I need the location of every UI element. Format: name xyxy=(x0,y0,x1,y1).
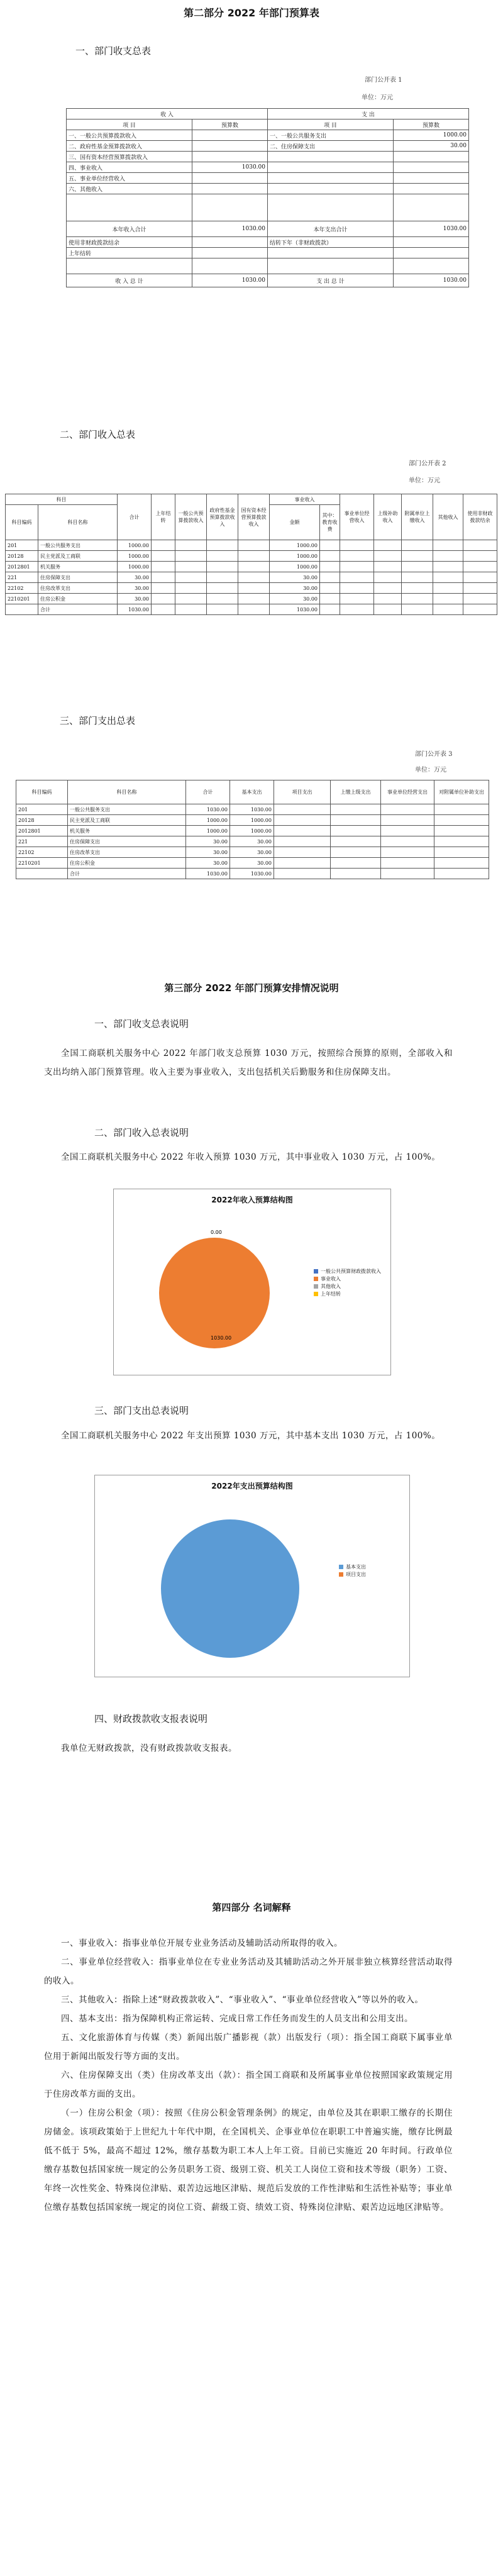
glossary-item: 六、住房保障支出（类）住房改革支出（款）：指全国工商联和及所属事业单位按照国家政策规定用于住房改革方面的支出。 xyxy=(44,2070,453,2099)
legend-item xyxy=(339,1563,366,1571)
table-row: 20128 民主党派及工商联 1000.00 1000.00 xyxy=(6,551,497,562)
part2-title: 第二部分 2022 年部门预算表 xyxy=(184,7,319,19)
section-expense-title: 三、部门支出总表 xyxy=(60,715,136,726)
legend-label: 事业收入 xyxy=(321,1276,341,1282)
income-header: 收 入 xyxy=(67,109,268,119)
table-row xyxy=(67,194,469,221)
table-row: 合计 1030.00 1030.00 xyxy=(6,604,497,615)
expense-chart-legend xyxy=(339,1563,366,1579)
table2-unit: 单位：万元 xyxy=(409,477,440,484)
table-row: 2210201 住房公积金 30.00 30.00 xyxy=(6,594,497,604)
expense-item-header: 项 目 xyxy=(268,119,394,130)
glossary-item: 五、文化旅游体育与传媒（类）新闻出版广播影视（款）出版发行（项）：指全国工商联下属事业单位用于新闻出版发行等方面的支出。 xyxy=(44,2033,453,2062)
table-row xyxy=(67,258,469,274)
legend-label: 其他收入 xyxy=(321,1284,341,1289)
part4-title: 第四部分 名词解释 xyxy=(212,1902,291,1913)
part3-s3-title: 三、部门支出总表说明 xyxy=(94,1405,189,1416)
pie-data-label: 0.00 xyxy=(211,1230,222,1235)
legend-item xyxy=(339,1571,366,1579)
legend-swatch xyxy=(339,1572,343,1577)
expense-header: 支 出 xyxy=(268,109,469,119)
income-item-header: 项 目 xyxy=(67,119,192,130)
table-row: 一、一般公共预算拨款收入 一、一般公共服务支出 1000.00 xyxy=(67,130,469,141)
legend-swatch xyxy=(314,1292,318,1296)
table-row: 收 入 总 计 1030.00 支 出 总 计 1030.00 xyxy=(67,274,469,287)
table-row: 2012801 机关服务 1000.00 1000.00 xyxy=(6,562,497,572)
table-row: 六、其他收入 xyxy=(67,184,469,194)
part3-s1-text: 全国工商联机关服务中心 2022 年部门收支总预算 1030 万元，按照综合预算的原则，全部收入和支出均纳入部门预算管理。收入主要为事业收入，支出包括机关后勤服务和住房保障支出。 xyxy=(44,1048,453,1077)
part3-s4-text: 我单位无财政拨款，没有财政拨款收支报表。 xyxy=(61,1743,237,1753)
legend-item xyxy=(314,1283,381,1291)
table2-number: 部门公开表 2 xyxy=(409,460,446,467)
expense-budget-header: 预算数 xyxy=(394,119,469,130)
income-structure-chart xyxy=(113,1189,391,1375)
legend-swatch xyxy=(314,1269,318,1274)
table-row: 五、事业单位经营收入 xyxy=(67,173,469,184)
legend-item xyxy=(314,1291,381,1298)
table-row: 201 一般公共服务支出 1000.00 1000.00 xyxy=(6,540,497,551)
table-row: 四、事业收入 1030.00 xyxy=(67,162,469,173)
legend-label: 上年结转 xyxy=(321,1291,341,1297)
table-row: 使用非财政拨款结余 结转下年（非财政拨款） xyxy=(67,237,469,248)
table-row: 合计 1030.00 1030.00 xyxy=(16,869,489,879)
legend-swatch xyxy=(339,1565,343,1569)
expense-structure-chart xyxy=(94,1475,410,1677)
glossary-item: 四、基本支出：指为保障机构正常运转、完成日常工作任务而发生的人员支出和公用支出。 xyxy=(61,2014,413,2024)
legend-item xyxy=(314,1268,381,1275)
glossary-item: 一、事业收入：指事业单位开展专业业务活动及辅助活动所取得的收入。 xyxy=(61,1938,343,1948)
table-row: 20128 民主党派及工商联 1000.00 1000.00 xyxy=(16,815,489,826)
legend-label: 一般公共预算财政拨款收入 xyxy=(321,1269,381,1274)
income-expense-table xyxy=(66,108,469,287)
section-income-expense-title: 一、部门收支总表 xyxy=(75,45,152,57)
table-row: 二、政府性基金预算拨款收入 二、住房保障支出 30.00 xyxy=(67,141,469,152)
table-row: 221 住房保障支出 30.00 30.00 xyxy=(16,836,489,847)
glossary-item: （一）住房公积金（项）：按照《住房公积金管理条例》的规定，由单位及其在职职工缴存的长期住房储金。该项政策始于上世纪九十年代中期，在全国机关、企事业单位在职职工中普遍实施，缴存比例最低不低于 5%，最高不超过 12%，缴存基数为职工本人上年工资。目前已实施近 20 年时间。行政单位缴存基数包括国家统一规定的公务员职务工资、级别工资、机关工人岗位工资和技术等级（职务）工资、年终一次性奖金、特殊岗位津贴、艰苦边远地区津贴、规范后发放的工作性津贴和生活性补贴等；事业单位缴存基数包括国家统一规定的岗位工资、薪级工资、绩效工资、特殊岗位津贴、艰苦边远地区津贴等。 xyxy=(44,2108,453,2212)
legend-label: 项目支出 xyxy=(346,1572,366,1577)
income-summary-table: 科目 合计 上年结转 一般公共预算拨款收入 政府性基金预算拨款收入 国有资本经营预算拨款收入 事业收入 事业单位经营收入 上级补助收入 附属单位上缴收入 其他收入 使用非财政拨款结余 科目编码 科目名称 金额 其中：教育收费 201 一般公共服务支出 1000.00 1000.00 20128 民主党派及工商联 1000.00 1000.00 2012801 机关服务 1000.00 1000.00 221 住房保障支出 30.00 30.00 22102 住房改革支出 30.00 30.00 2210201 住房公积金 30.00 30.00 合计 1030.00 1030.00 xyxy=(5,494,497,615)
legend-label: 基本支出 xyxy=(346,1564,366,1570)
legend-item xyxy=(314,1275,381,1283)
table1-unit: 单位：万元 xyxy=(362,94,393,101)
table-row: 2210201 住房公积金 30.00 30.00 xyxy=(16,858,489,869)
income-budget-header: 预算数 xyxy=(192,119,268,130)
expense-chart-title: 2022年支出预算结构图 xyxy=(211,1482,293,1491)
legend-swatch xyxy=(314,1284,318,1289)
table3-unit: 单位：万元 xyxy=(415,767,446,774)
table-row: 三、国有资本经营预算拨款收入 xyxy=(67,152,469,162)
table3-number: 部门公开表 3 xyxy=(415,751,453,758)
part3-s2-text: 全国工商联机关服务中心 2022 年收入预算 1030 万元，其中事业收入 1030 万元，占 100%。 xyxy=(61,1152,441,1162)
part3-s1-title: 一、部门收支总表说明 xyxy=(94,1018,189,1030)
income-chart-title: 2022年收入预算结构图 xyxy=(211,1196,293,1204)
income-chart-legend xyxy=(314,1268,381,1298)
glossary xyxy=(44,1934,453,2217)
glossary-item: 二、事业单位经营收入：指事业单位在专业业务活动及其辅助活动之外开展非独立核算经营活动取得的收入。 xyxy=(44,1957,453,1986)
expense-summary-table: 科目编码 科目名称 合计 基本支出 项目支出 上缴上级支出 事业单位经营支出 对附属单位补助支出 201 一般公共服务支出 1030.00 1030.00 20128 民主党派及工商联 1000.00 1000.00 2012801 机关服务 1000.00 1000.00 221 住房保障支出 30.00 30.00 22102 住房改革支出 30.00 30.00 2210201 住房公积金 30.00 30.00 合计 1030.00 1030.00 xyxy=(16,780,489,879)
pie-data-label: 1030.00 xyxy=(211,1335,232,1341)
table-row: 201 一般公共服务支出 1030.00 1030.00 xyxy=(16,804,489,815)
part3-s2-title: 二、部门收入总表说明 xyxy=(94,1127,189,1138)
pie-slice-1 xyxy=(159,1238,270,1348)
part3-title: 第三部分 2022 年部门预算安排情况说明 xyxy=(164,982,339,994)
glossary-item: 三、其他收入：指除上述“财政拨款收入”、“事业收入”、“事业单位经营收入”等以外的收入。 xyxy=(61,1995,424,2005)
part3-s3-text: 全国工商联机关服务中心 2022 年支出预算 1030 万元，其中基本支出 1030 万元，占 100%。 xyxy=(61,1431,441,1441)
table1-number: 部门公开表 1 xyxy=(365,77,402,84)
pie-slice-0 xyxy=(161,1519,299,1658)
table-row: 22102 住房改革支出 30.00 30.00 xyxy=(6,583,497,594)
table-row: 221 住房保障支出 30.00 30.00 xyxy=(6,572,497,583)
part3-s4-title: 四、财政拨款收支报表说明 xyxy=(94,1713,208,1724)
table-row: 本年收入合计 1030.00 本年支出合计 1030.00 xyxy=(67,221,469,237)
section-income-title: 二、部门收入总表 xyxy=(60,429,136,440)
table-row: 2012801 机关服务 1000.00 1000.00 xyxy=(16,826,489,836)
table-row: 上年结转 xyxy=(67,248,469,258)
table-row: 22102 住房改革支出 30.00 30.00 xyxy=(16,847,489,858)
legend-swatch xyxy=(314,1277,318,1281)
